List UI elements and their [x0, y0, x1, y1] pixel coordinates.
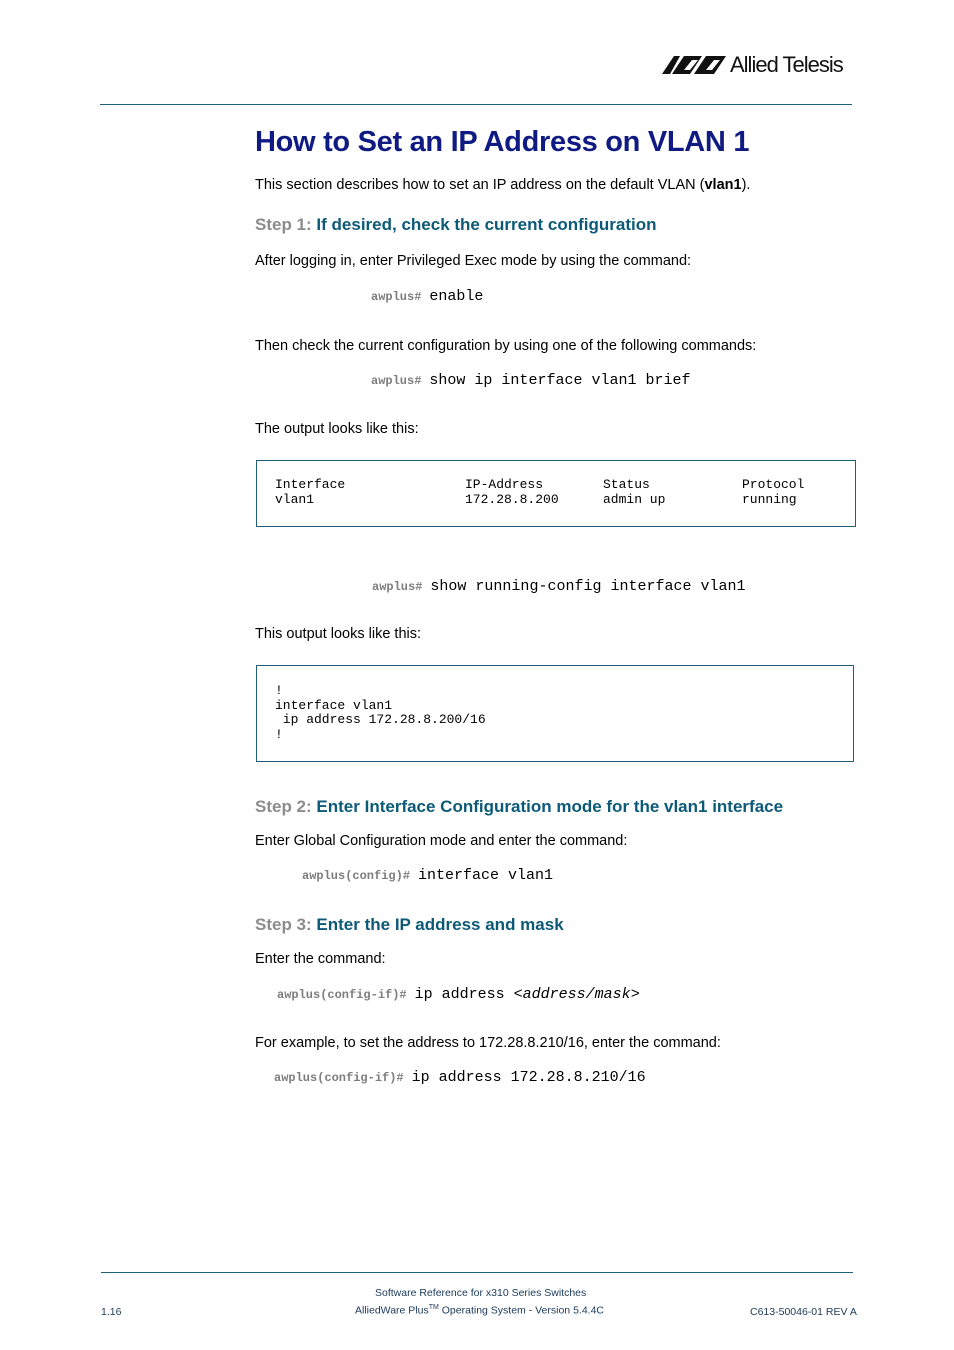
command-interface-vlan1: awplus(config)# interface vlan1 — [302, 867, 554, 884]
allied-telesis-logo-mark-icon — [662, 55, 726, 75]
step3-paragraph-2: For example, to set the address to 172.28.8.210/16, enter the command: — [255, 1035, 721, 1051]
table-row: vlan1 172.28.8.200 admin up running — [275, 492, 797, 507]
command-ip-address-syntax: awplus(config-if)# ip address <address/mask> — [277, 986, 640, 1003]
step1-paragraph-1: After logging in, enter Privileged Exec mode by using the command: — [255, 253, 692, 269]
step1-heading: Step 1: If desired, check the current configuration — [255, 215, 657, 234]
command-prompt: awplus# — [372, 580, 423, 594]
output-table — [275, 477, 832, 507]
command-prompt: awplus(config)# — [302, 869, 411, 883]
output-box-ip-interface — [256, 460, 856, 527]
step1-paragraph-3: The output looks like this: — [255, 421, 419, 437]
footer-doc-title: Software Reference for x310 Series Switches — [375, 1287, 587, 1299]
footer-page-number: 1.16 — [101, 1306, 122, 1318]
table-header-row: Interface IP-Address Status Protocol — [275, 477, 805, 492]
step1-paragraph-4: This output looks like this: — [255, 626, 422, 642]
command-ip-address-example: awplus(config-if)# ip address 172.28.8.210/16 — [274, 1069, 646, 1086]
step2-paragraph: Enter Global Configuration mode and enter the command: — [255, 833, 628, 849]
command-show-ip-interface: awplus# show ip interface vlan1 brief — [371, 372, 691, 389]
page-title: How to Set an IP Address on VLAN 1 — [255, 126, 750, 158]
step2-heading: Step 2: Enter Interface Configuration mode for the vlan1 interface — [255, 797, 784, 816]
output-lines: ! interface vlan1 ip address 172.28.8.200/16 ! — [275, 683, 486, 742]
step3-paragraph-1: Enter the command: — [255, 951, 386, 967]
command-prompt: awplus(config-if)# — [274, 1071, 404, 1085]
logo-text: Allied Telesis — [730, 52, 843, 77]
allied-telesis-logo — [662, 52, 843, 78]
footer-doc-id: C613-50046-01 REV A — [750, 1306, 857, 1318]
step3-heading: Step 3: Enter the IP address and mask — [255, 915, 564, 934]
output-box-running-config — [256, 665, 854, 762]
footer-product-version: AlliedWare Plus™ Operating System - Version 5.4.4C — [355, 1304, 605, 1317]
intro-paragraph: This section describes how to set an IP address on the default VLAN (vlan1). — [255, 177, 751, 193]
step1-paragraph-2: Then check the current configuration by using one of the following commands: — [255, 338, 757, 354]
command-prompt: awplus# — [371, 374, 422, 388]
command-prompt: awplus# — [371, 290, 422, 304]
command-enable: awplus# enable — [371, 288, 484, 305]
header-rule — [100, 104, 852, 105]
command-show-running-config: awplus# show running-config interface vlan1 — [372, 578, 746, 595]
footer-rule — [101, 1272, 853, 1273]
command-prompt: awplus(config-if)# — [277, 988, 407, 1002]
